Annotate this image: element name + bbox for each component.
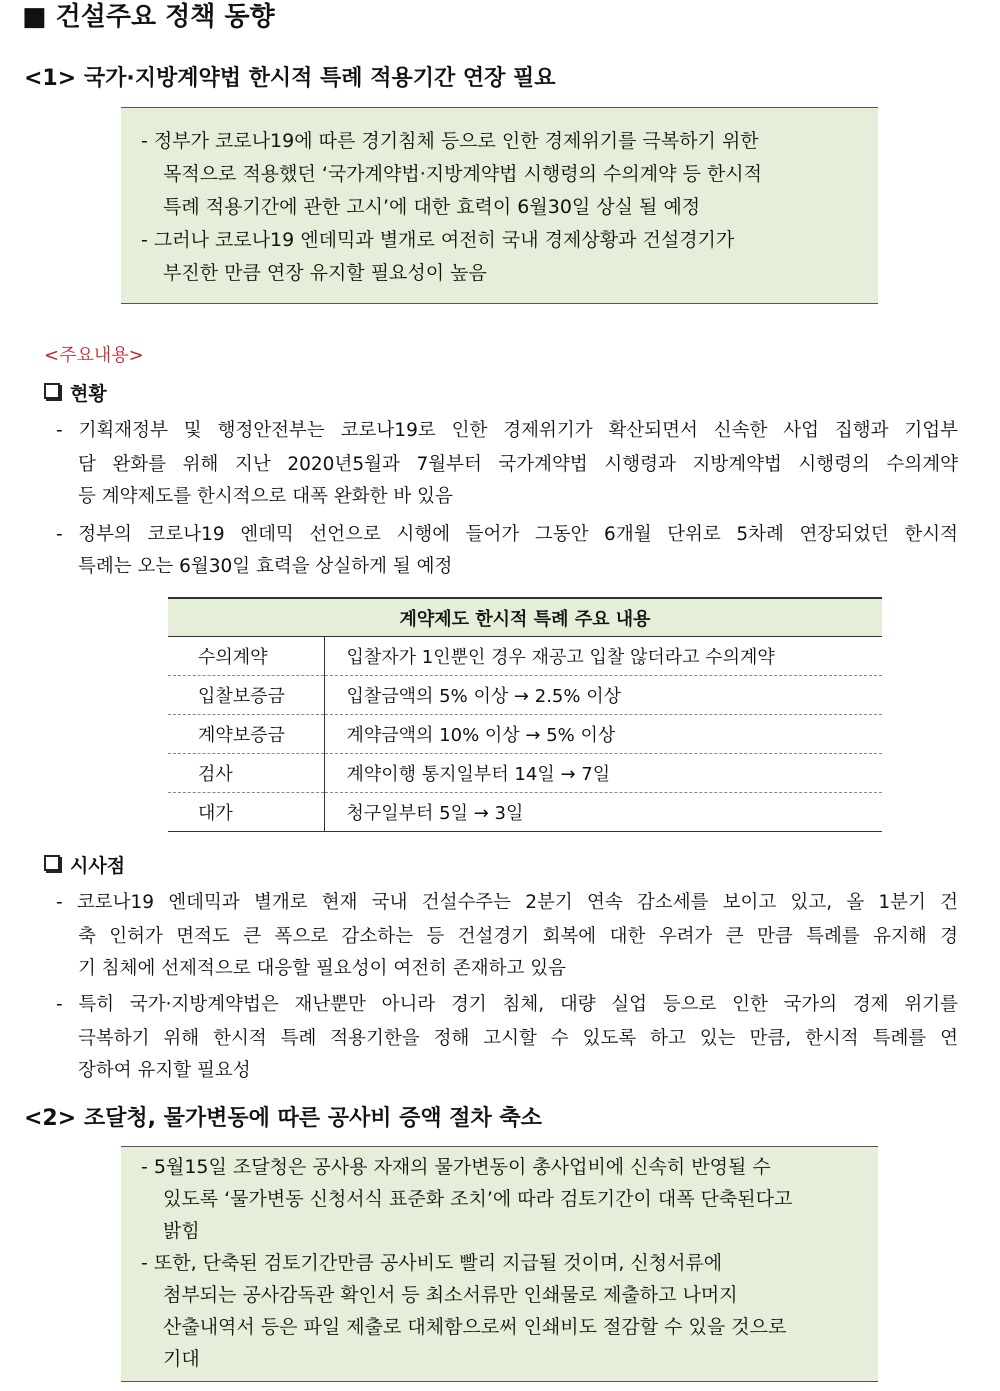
summary-line: 목적으로 적용했던 ‘국가계약법·지방계약법 시행령의 수의계약 등 한시적: [163, 163, 762, 185]
table-cell-item: 입찰보증금: [168, 676, 324, 715]
current-line: - 기획재정부 및 행정안전부는 코로나19로 인한 경제위기가 확산되면서 신속한 사업 집행과 기업부: [56, 420, 958, 441]
section-1-summary-box: [121, 107, 878, 304]
current-heading: [44, 380, 107, 408]
summary-line: - 정부가 코로나19에 따른 경기침체 등으로 인한 경제위기를 극복하기 위한: [141, 130, 759, 152]
special-measures-table: [168, 597, 882, 832]
table-cell-detail: 입찰자가 1인뿐인 경우 재공고 입찰 않더라고 수의계약: [324, 637, 882, 676]
table-cell-item: 수의계약: [168, 637, 324, 676]
table-row: [168, 793, 882, 832]
summary-line: - 5월15일 조달청은 공사용 자재의 물가변동이 총사업비에 신속히 반영될 수: [141, 1156, 771, 1178]
implications-line: 장하여 유지할 필요성: [78, 1060, 251, 1081]
table-cell-item: 대가: [168, 793, 324, 832]
implications-heading: [44, 852, 125, 880]
table-cell-item: 검사: [168, 754, 324, 793]
implications-line: 극복하기 위해 한시적 특례 적용기한을 정해 고시할 수 있도록 하고 있는 만큼, 한시적 특례를 연: [78, 1028, 958, 1049]
table-row: [168, 715, 882, 754]
current-line: - 정부의 코로나19 엔데믹 선언으로 시행에 들어가 그동안 6개월 단위로 5차례 연장되었던 한시적: [56, 524, 958, 545]
section-2-title: <2> 조달청, 물가변동에 따른 공사비 증액 절차 축소: [24, 1106, 542, 1131]
implications-line: - 특히 국가·지방계약법은 재난뿐만 아니라 경기 침체, 대량 실업 등으로 인한 국가의 경제 위기를: [56, 994, 958, 1015]
current-heading-text: 현황: [70, 383, 107, 405]
table-row: [168, 754, 882, 793]
summary-line: 밝힘: [163, 1220, 200, 1242]
table-cell-detail: 청구일부터 5일 → 3일: [324, 793, 882, 832]
summary-line: - 그러나 코로나19 엔데믹과 별개로 여전히 국내 경제상황과 건설경기가: [141, 229, 735, 251]
implications-line: 축 인허가 면적도 큰 폭으로 감소하는 등 건설경기 회복에 대한 우려가 큰 만큼 특례를 유지해 경: [78, 926, 958, 947]
table-cell-item: 계약보증금: [168, 715, 324, 754]
summary-line: 있도록 ‘물가변동 신청서식 표준화 조치’에 따라 검토기간이 대폭 단축된다고: [163, 1188, 793, 1210]
main-content-label: <주요내용>: [44, 345, 144, 366]
table-cell-detail: 계약이행 통지일부터 14일 → 7일: [324, 754, 882, 793]
summary-line: 특례 적용기간에 관한 고시’에 대한 효력이 6월30일 상실 될 예정: [163, 196, 701, 218]
summary-line: 첨부되는 공사감독관 확인서 등 최소서류만 인쇄물로 제출하고 나머지: [163, 1284, 738, 1306]
current-line: 특례는 오는 6월30일 효력을 상실하게 될 예정: [78, 556, 453, 577]
table-row: [168, 637, 882, 676]
summary-line: 기대: [163, 1348, 200, 1370]
table-cell-detail: 계약금액의 10% 이상 → 5% 이상: [324, 715, 882, 754]
implications-heading-text: 시사점: [70, 855, 126, 877]
summary-line: - 또한, 단축된 검토기간만큼 공사비도 빨리 지급될 것이며, 신청서류에: [141, 1252, 723, 1274]
summary-line: 산출내역서 등은 파일 제출로 대체함으로써 인쇄비도 절감할 수 있을 것으로: [163, 1316, 787, 1338]
current-line: 등 계약제도를 한시적으로 대폭 완화한 바 있음: [78, 486, 453, 507]
section-1-title: <1> 국가·지방계약법 한시적 특례 적용기간 연장 필요: [24, 66, 556, 91]
implications-line: 기 침체에 선제적으로 대응할 필요성이 여전히 존재하고 있음: [78, 958, 566, 979]
page-title: ■ 건설주요 정책 동향: [22, 2, 275, 32]
summary-line: 부진한 만큼 연장 유지할 필요성이 높음: [163, 262, 487, 284]
table-header: 계약제도 한시적 특례 주요 내용: [168, 598, 882, 637]
table-cell-detail: 입찰금액의 5% 이상 → 2.5% 이상: [324, 676, 882, 715]
table-row: [168, 676, 882, 715]
checkbox-bullet-icon: [44, 855, 60, 871]
current-line: 담 완화를 위해 지난 2020년5월과 7월부터 국가계약법 시행령과 지방계약법 시행령의 수의계약: [78, 454, 958, 475]
implications-line: - 코로나19 엔데믹과 별개로 현재 국내 건설수주는 2분기 연속 감소세를 보이고 있고, 올 1분기 건: [56, 892, 958, 913]
checkbox-bullet-icon: [44, 383, 60, 399]
section-2-summary-box: [121, 1146, 878, 1382]
